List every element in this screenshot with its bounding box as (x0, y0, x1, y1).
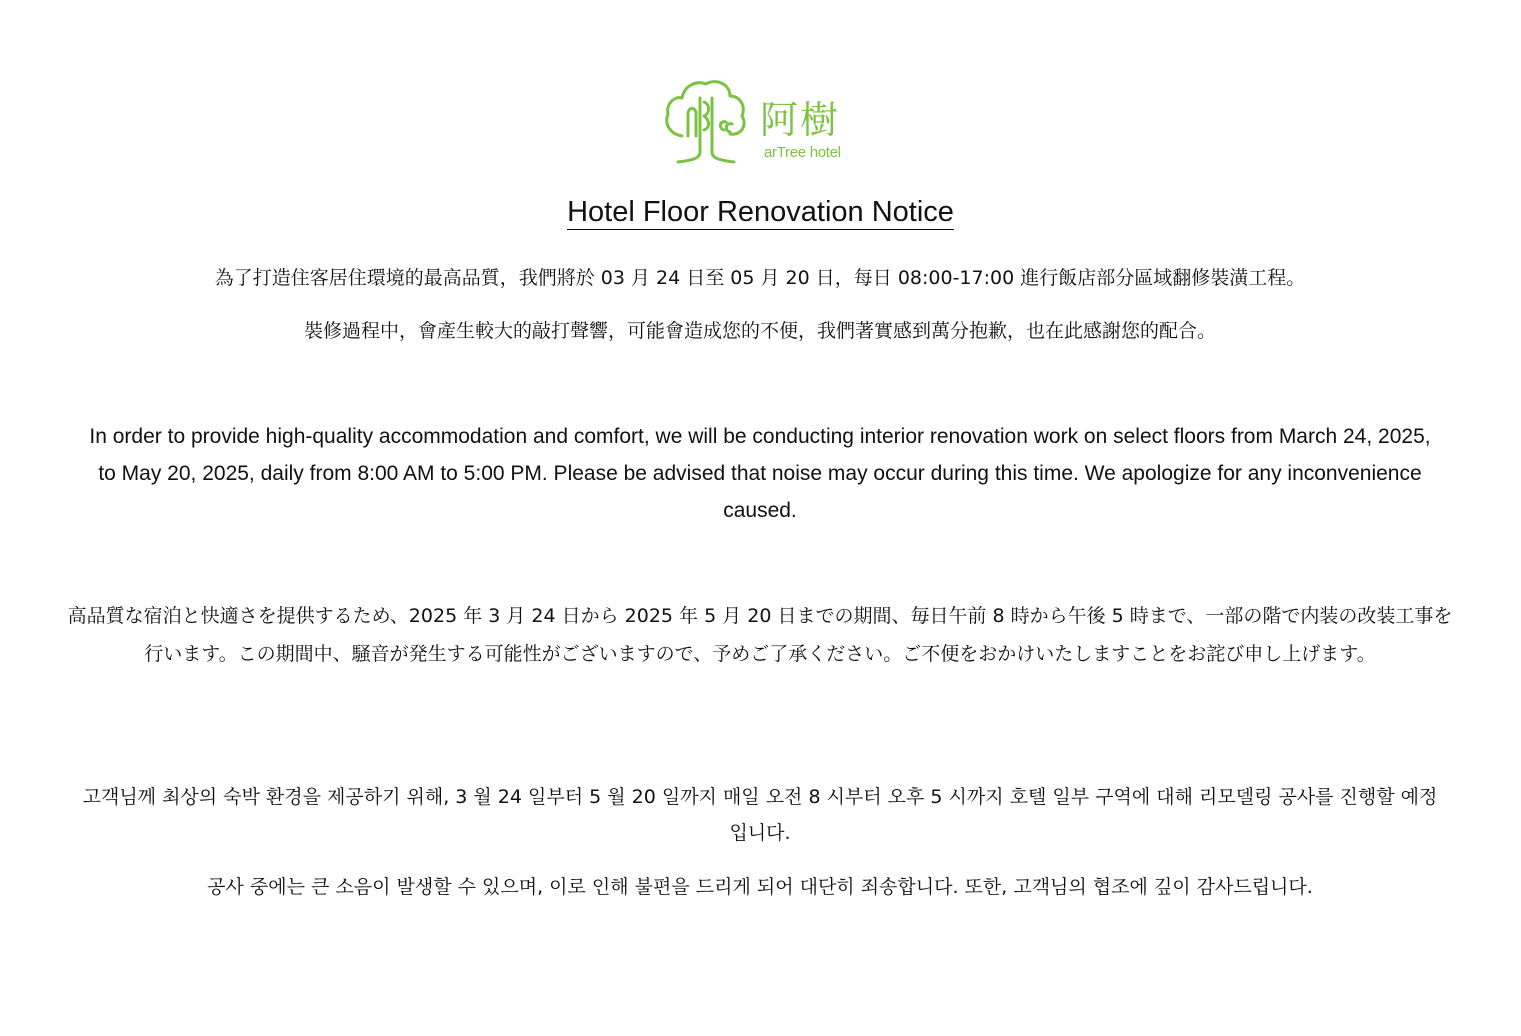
notice-title: Hotel Floor Renovation Notice (567, 196, 954, 228)
japanese-paragraph: 高品質な宿泊と快適さを提供するため、2025 年 3 月 24 日から 2025 年 5 月 20 日までの期間、毎日午前 8 時から午後 5 時まで、一部の階で内装の改装工事を行います。この期間中、騒音が発生する可能性がございますので、予めご了承ください。ご不便をおかけいたしますことをお詫び申し上げます。 (67, 605, 1453, 665)
logo-chinese-name: 阿樹 (760, 98, 841, 142)
korean-paragraph-2: 공사 중에는 큰 소음이 발생할 수 있으며, 이로 인해 불편을 드리게 되어 대단히 죄송합니다. 또한, 고객님의 협조에 깊이 감사드립니다. (207, 876, 1313, 898)
chinese-paragraph-2: 裝修過程中，會產生較大的敲打聲響，可能會造成您的不便，我們著實感到萬分抱歉，也在此感謝您的配合。 (303, 320, 1216, 342)
notice-title-wrapper (0, 194, 1521, 230)
logo-english-name: arTree hotel (764, 144, 841, 161)
chinese-paragraph-1: 為了打造住客居住環境的最高品質，我們將於 03 月 24 日至 05 月 20 日，每日 08:00-17:00 進行飯店部分區域翻修裝潢工程。 (214, 267, 1306, 289)
korean-paragraph-1: 고객님께 최상의 숙박 환경을 제공하기 위해, 3 월 24 일부터 5 월 20 일까지 매일 오전 8 시부터 오후 5 시까지 호텔 일부 구역에 대해 리모델링 공사를 진행할 예정입니다. (82, 786, 1438, 844)
hotel-logo (660, 74, 860, 166)
tree-logo-icon (660, 74, 752, 166)
english-paragraph: In order to provide high-quality accommodation and comfort, we will be conducting interior renovation work on select floors from March 24, 2025, to May 20, 2025, daily from 8:00 AM to 5:00 PM. Please be advised that noise may occur during this time. We apologize for any inconvenience caused. (89, 425, 1431, 522)
